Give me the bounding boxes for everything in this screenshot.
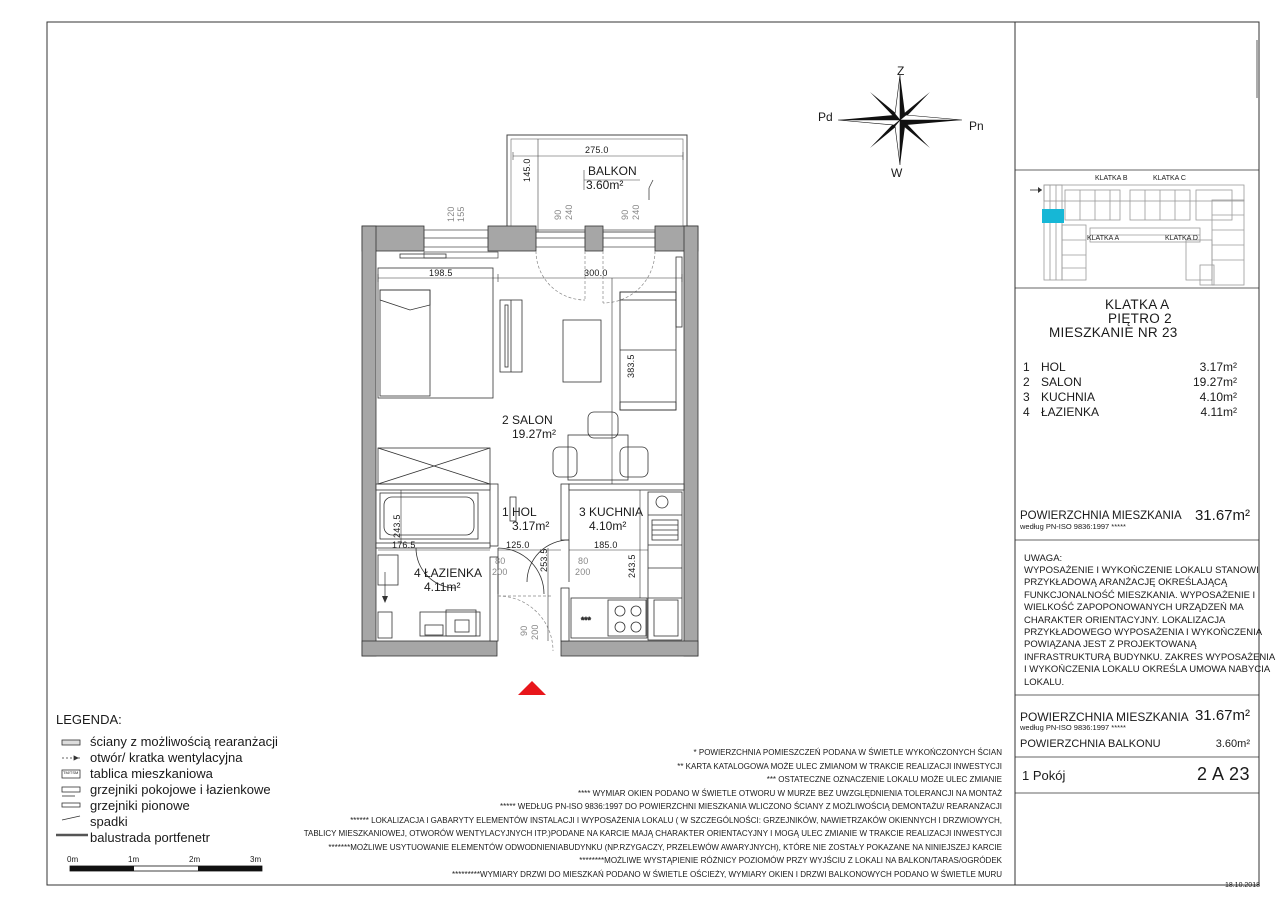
dim-243a: 243.5 bbox=[392, 514, 402, 538]
uwaga-text: WYPOSAŻENIE I WYKOŃCZENIE LOKALU STANOWI PRZYKŁADOWĄ ARANŻACJĘ OKREŚLAJĄCĄ FUNKCJONALNOŚĆ MIESZKANIA. WYPOSAŻENIE I WIELKOŚĆ ZAPOPONOWANYCH URZĄDZEŃ MA CHARAKTER ORIENTACYJNY. LOKALIZACJA PRZYKŁADOWEGO WYPOSAŻENIA I WYKOŃCZENIA POWIĄZANA JEST Z PROJEKTOWANĄ INFRASTRUKTURĄ BUDYNKU. ZAKRES WYPOSAŻENIA I WYKOŃCZENIA LOKALU OKREŚLA UMOWA NABYCIA LOKALU. bbox=[1024, 565, 1276, 688]
dim-176: 176.5 bbox=[392, 540, 416, 550]
list-num: 1 bbox=[1023, 360, 1030, 374]
balcony-area-value: 3.60m² bbox=[1215, 738, 1250, 750]
room-name-hol: HOL bbox=[512, 505, 537, 519]
dim-win1-b: 155 bbox=[456, 206, 466, 222]
legend-item: grzejniki pionowe bbox=[90, 798, 190, 813]
compass-s: W bbox=[891, 166, 903, 180]
keyplan-c: KLATKA C bbox=[1153, 175, 1186, 182]
dim-door2-b: 200 bbox=[575, 567, 591, 577]
compass-rose bbox=[838, 75, 962, 165]
legend-list bbox=[90, 734, 278, 846]
keyplan-d: KLATKA D bbox=[1165, 235, 1198, 242]
dim-door1-b: 200 bbox=[492, 567, 508, 577]
scale-1: 1m bbox=[128, 855, 140, 864]
list-name: SALON bbox=[1041, 375, 1082, 389]
legend-item: otwór/ kratka wentylacyjna bbox=[90, 750, 243, 765]
keyplan-b: KLATKA B bbox=[1095, 175, 1128, 182]
dim-300: 300.0 bbox=[584, 268, 608, 278]
svg-text:***: *** bbox=[581, 615, 591, 625]
list-num: 4 bbox=[1023, 405, 1030, 419]
dim-win3-b: 240 bbox=[631, 204, 641, 220]
room-area-salon: 19.27m² bbox=[512, 427, 557, 441]
dim-243b: 243.5 bbox=[627, 554, 637, 578]
balcony-area: 3.60m² bbox=[586, 178, 624, 192]
dim-253: 253.5 bbox=[539, 548, 549, 572]
room-num-salon: 2 bbox=[502, 413, 509, 427]
area2-value: 31.67m² bbox=[1194, 707, 1250, 724]
notes-block: * POWIERZCHNIA POMIESZCZEŃ PODANA W ŚWIETLE WYKOŃCZONYCH ŚCIAN ** KARTA KATALOGOWA MOŻE ULEC ZMIANOM W TRAKCIE REALIZACJI INWESTYCJI *** OSTATECZNE OZNACZENIE LOKALU MOŻE ULEC ZMIANIE **** WYMIAR OKIEN PODANO W ŚWIETLE OTWORU W MURZE BEZ UWZGLĘDNIENIA TOLERANCJI NA MONTAŻ ***** WEDŁUG PN-ISO 9836:1997 DO POWIERZCHNI MIESZKANIA WLICZONO ŚCIANY Z MOŻLIWOŚCIĄ DEMONTAŻU/ REARANŻACJI ****** LOKALIZACJA I GABARYTY ELEMENTÓW INSTALACJI I WYPOSAŻENIA LOKALU ( W SZCZEGÓLNOŚCI: GRZEJNIKÓW, NAWIETRZAKÓW OKIENNYCH I DRZWIOWYCH, TABLICY MIESZKANIOWEJ, OTWORÓW WENTYLACYJNYCH ITP.)PODANE NA KARCIE MAJĄ CHARAKTER ORIENTACYJNY I MOGĄ ULEC ZMIANIE W TRAKCIE REALIZACJI INWESTYCJI *******MOŻLIWE USYTUOWANIE ELEMENTÓW ODWODNIENIABUDYNKU (NP.RZYGACZY, PRZELEWÓW AWARYJNYCH), KTÓRE NIE ZOSTAŁY POKAZANE NA NINIEJSZEJ KARCIE ********MOŻLIWE WYSTĄPIENIE RÓŻNICY POZIOMÓW PRZY WYJŚCIU Z LOKALI NA BALKON/TARAS/OGRÓDEK *********WYMIARY DRZWI DO MIESZKAŃ PODANO W ŚWIETLE OŚCIEŻY, WYMIARY OKIEN I DRZWI BALKONOWYCH PODANO W ŚWIETLE MURU bbox=[303, 748, 1002, 879]
legend-icons bbox=[56, 740, 88, 835]
uwaga-title: UWAGA: bbox=[1024, 553, 1063, 564]
list-area: 4.11m² bbox=[1200, 405, 1237, 419]
area1-value: 31.67m² bbox=[1194, 507, 1250, 524]
legend-item: ściany z możliwością rearanżacji bbox=[90, 734, 278, 749]
dim-door3-a: 90 bbox=[519, 625, 529, 636]
header-apartment: MIESZKANIE NR 23 bbox=[1049, 325, 1178, 340]
compass-n: Z bbox=[897, 64, 905, 78]
compass-w: Pd bbox=[818, 110, 833, 124]
scale-3: 3m bbox=[250, 855, 262, 864]
dim-door3-b: 200 bbox=[530, 624, 540, 640]
list-name: KUCHNIA bbox=[1041, 390, 1096, 404]
area1-sub: według PN-ISO 9836:1997 ***** bbox=[1020, 522, 1126, 531]
dim-balcony-depth: 145.0 bbox=[522, 158, 532, 182]
windows bbox=[424, 230, 655, 258]
dim-win2-b: 240 bbox=[564, 204, 574, 220]
header-staircase: KLATKA A bbox=[1105, 297, 1170, 312]
list-area: 4.10m² bbox=[1199, 390, 1237, 404]
rooms-count: 1 Pokój bbox=[1022, 768, 1066, 783]
room-name-salon: SALON bbox=[512, 413, 553, 427]
dim-383: 383.5 bbox=[626, 354, 636, 378]
dim-door2-a: 80 bbox=[578, 556, 589, 566]
walls bbox=[362, 226, 698, 656]
date: 18.10.2018 bbox=[1224, 882, 1260, 889]
dim-198: 198.5 bbox=[429, 268, 453, 278]
room-area-lazienka: 4.11m² bbox=[424, 580, 461, 594]
room-num-kuchnia: 3 bbox=[579, 505, 586, 519]
entrance-marker bbox=[518, 681, 546, 695]
legend-item: balustrada portfenetr bbox=[90, 830, 210, 845]
room-name-kuchnia: KUCHNIA bbox=[589, 505, 644, 519]
room-num-hol: 1 bbox=[502, 505, 509, 519]
room-area-kuchnia: 4.10m² bbox=[589, 519, 627, 533]
header-floor: PIĘTRO 2 bbox=[1108, 311, 1172, 326]
compass-e: Pn bbox=[969, 119, 984, 133]
dim-win2-a: 90 bbox=[553, 209, 563, 220]
dim-win1-a: 120 bbox=[446, 206, 456, 222]
scale-0: 0m bbox=[67, 855, 79, 864]
list-num: 3 bbox=[1023, 390, 1030, 404]
room-name-lazienka: ŁAZIENKA bbox=[424, 566, 483, 580]
area1-label: POWIERZCHNIA MIESZKANIA bbox=[1020, 510, 1182, 522]
key-plan bbox=[1044, 185, 1244, 285]
tablica-icon-text: TM/TSM bbox=[63, 770, 79, 775]
scale-bar bbox=[70, 866, 262, 871]
legend-item: spadki bbox=[90, 814, 128, 829]
list-area: 19.27m² bbox=[1192, 375, 1237, 389]
room-area-hol: 3.17m² bbox=[512, 519, 550, 533]
scale-2: 2m bbox=[189, 855, 201, 864]
balcony-area-label: POWIERZCHNIA BALKONU bbox=[1020, 738, 1161, 750]
apartment-code: 2 A 23 bbox=[1196, 764, 1250, 784]
area2-sub: według PN-ISO 9836:1997 ***** bbox=[1020, 723, 1126, 732]
list-name: HOL bbox=[1041, 360, 1066, 374]
dim-125: 125.0 bbox=[506, 540, 530, 550]
list-num: 2 bbox=[1023, 375, 1030, 389]
balcony-label: BALKON bbox=[588, 164, 637, 178]
apartment-highlight bbox=[1042, 209, 1064, 223]
dim-balcony-width: 275.0 bbox=[585, 145, 609, 155]
legend-title: LEGENDA: bbox=[56, 712, 122, 727]
area2-label: POWIERZCHNIA MIESZKANIA bbox=[1020, 710, 1189, 724]
dim-185: 185.0 bbox=[594, 540, 618, 550]
list-name: ŁAZIENKA bbox=[1041, 405, 1100, 419]
legend-item: tablica mieszkaniowa bbox=[90, 766, 213, 781]
keyplan-a: KLATKA A bbox=[1087, 235, 1120, 242]
dim-win3-a: 90 bbox=[620, 209, 630, 220]
legend-item: grzejniki pokojowe i łazienkowe bbox=[90, 782, 271, 797]
room-num-lazienka: 4 bbox=[414, 566, 421, 580]
dim-door1-a: 80 bbox=[495, 556, 506, 566]
list-area: 3.17m² bbox=[1199, 360, 1237, 374]
